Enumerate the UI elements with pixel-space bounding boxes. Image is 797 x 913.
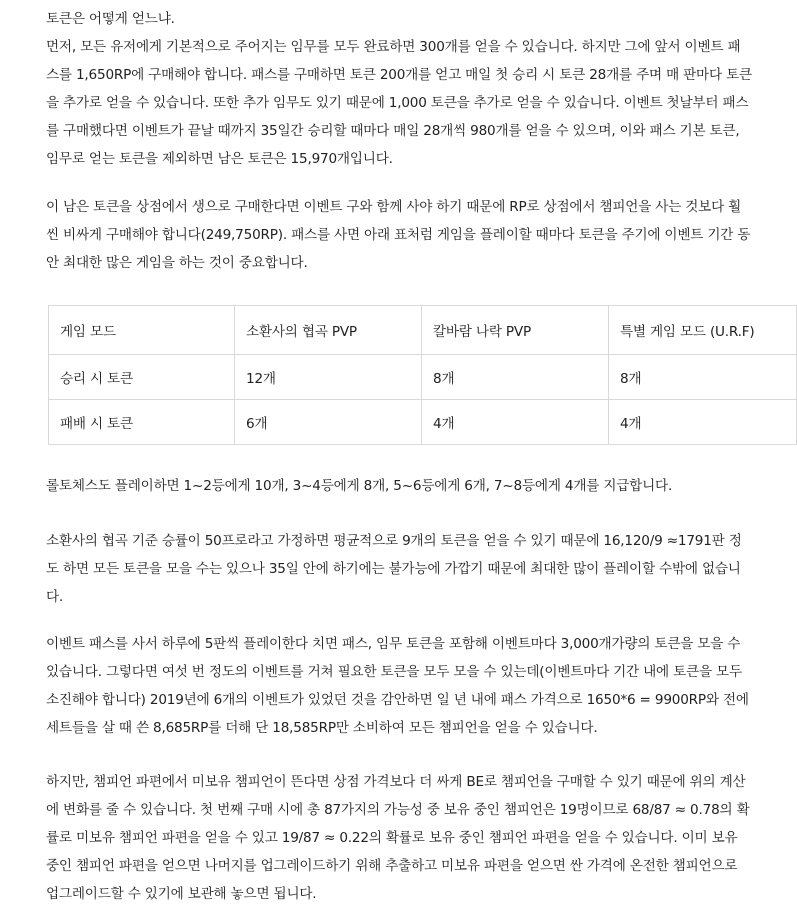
token-reward-table xyxy=(48,305,797,445)
table-header-cell: 소환사의 협곡 PVP xyxy=(235,306,422,355)
table-cell: 6개 xyxy=(235,400,422,445)
table-row xyxy=(49,355,797,400)
table-cell: 4개 xyxy=(609,400,797,445)
section-heading: 토큰은 어떻게 얻느냐. xyxy=(46,11,175,27)
paragraph-tokens-intro: 먼저, 모든 유저에게 기본적으로 주어지는 임무를 모두 완료하면 300개를 얻을 수 있습니다. 하지만 그에 앞서 이벤트 패스를 1,650RP에 구매해야 합니다. 패스를 구매하면 토큰 200개를 얻고 매일 첫 승리 시 토큰 28개를 주며 매 판마다 토큰을 추가로 얻을 수 있습니다. 또한 추가 임무도 있기 때문에 1,000 토큰을 추가로 얻을 수 있습니다. 이벤트 첫날부터 패스를 구매했다면 이벤트가 끝날 때까지 35일간 승리할 때마다 매일 28개씩 980개를 얻을 수 있으며, 이와 패스 기본 토큰, 임무로 얻는 토큰을 제외하면 남은 토큰은 15,970개입니다. xyxy=(46,39,752,167)
paragraph-store-purchase: 이 남은 토큰을 상점에서 생으로 구매한다면 이벤트 구와 함께 사야 하기 때문에 RP로 상점에서 챔피언을 사는 것보다 훨씬 비싸게 구매해야 합니다(249,750RP). 패스를 사면 아래 표처럼 게임을 플레이할 때마다 토큰을 주기에 이벤트 기간 동안 최대한 많은 게임을 하는 것이 중요합니다. xyxy=(46,199,751,271)
table-header-cell: 칼바람 나락 PVP xyxy=(422,306,609,355)
table-cell: 승리 시 토큰 xyxy=(49,355,235,400)
paragraph-tft-tokens: 롤토체스도 플레이하면 1~2등에게 10개, 3~4등에게 8개, 5~6등에게 6개, 7~8등에게 4개를 지급합니다. xyxy=(46,478,673,494)
table-header-cell: 특별 게임 모드 (U.R.F) xyxy=(609,306,797,355)
table-header-row xyxy=(49,306,797,355)
table-cell: 8개 xyxy=(422,355,609,400)
paragraph-pass-strategy: 이벤트 패스를 사서 하루에 5판씩 플레이한다 치면 패스, 임무 토큰을 포함해 이벤트마다 3,000개가량의 토큰을 모을 수 있습니다. 그렇다면 여섯 번 정도의 이벤트를 거쳐 필요한 토큰을 모두 모을 수 있는데(이벤트마다 기간 내에 토큰을 모두 소진해야 합니다) 2019년에 6개의 이벤트가 있었던 것을 감안하면 일 년 내에 패스 가격으로 1650*6 = 9900RP와 전에 세트들을 살 때 쓴 8,685RP를 더해 단 18,585RP만 소비하여 모든 챔피언을 얻을 수 있습니다. xyxy=(46,636,749,736)
paragraph-champion-shards: 하지만, 챔피언 파편에서 미보유 챔피언이 뜬다면 상점 가격보다 더 싸게 BE로 챔피언을 구매할 수 있기 때문에 위의 계산에 변화를 줄 수 있습니다. 첫 번째 구매 시에 총 87가지의 가능성 중 보유 중인 챔피언은 19명이므로 68/87 ≈ 0.78의 확률로 미보유 챔피언 파편을 얻을 수 있고 19/87 ≈ 0.22의 확률로 보유 중인 챔피언 파편을 얻을 수 있습니다. 이미 보유 중인 챔피언 파편을 얻으면 나머지를 업그레이드하기 위해 추출하고 미보유 파편을 얻으면 싼 가격에 온전한 챔피언으로 업그레이드할 수 있기에 보관해 놓으면 됩니다. xyxy=(46,774,750,902)
table-cell: 12개 xyxy=(235,355,422,400)
table-row xyxy=(49,400,797,445)
table-cell: 4개 xyxy=(422,400,609,445)
paragraph-win-rate-calc: 소환사의 협곡 기준 승률이 50프로라고 가정하면 평균적으로 9개의 토큰을 얻을 수 있기 때문에 16,120/9 ≈1791판 정도 하면 모든 토큰을 모을 수는 있으나 35일 안에 하기에는 불가능에 가깝기 때문에 최대한 많이 플레이할 수밖에 없습니다. xyxy=(46,533,742,605)
table-cell: 8개 xyxy=(609,355,797,400)
table-header-cell: 게임 모드 xyxy=(49,306,235,355)
table-cell: 패배 시 토큰 xyxy=(49,400,235,445)
